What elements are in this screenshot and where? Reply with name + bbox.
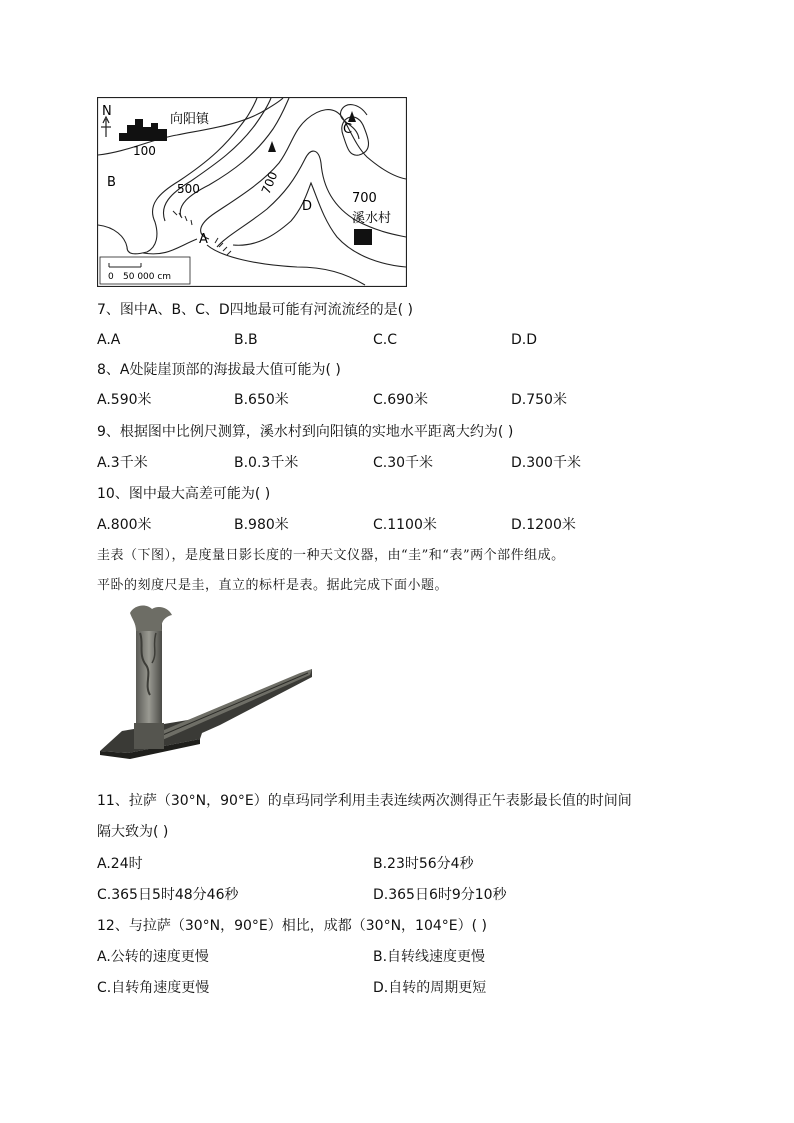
q9-option-a: A.3千米	[97, 455, 148, 471]
q7-option-d: D.D	[511, 332, 538, 348]
q8-option-c: C.690米	[373, 392, 428, 408]
q10-option-a: A.800米	[97, 517, 152, 533]
contour-label-500: 500	[177, 182, 200, 196]
q10-option-d: D.1200米	[511, 517, 576, 533]
q12-option-a: A.公转的速度更慢	[97, 949, 209, 965]
town-label: 向阳镇	[170, 112, 210, 127]
question-7: 7、图中A、B、C、D四地最可能有河流流经的是( )	[97, 302, 414, 318]
question-10: 10、图中最大高差可能为( )	[97, 486, 271, 502]
contour-label-100: 100	[133, 144, 156, 158]
north-label: N	[102, 104, 112, 119]
q7-option-b: B.B	[234, 332, 258, 348]
q7-option-a: A.A	[97, 332, 121, 348]
intro-line-2: 平卧的刻度尺是圭，直立的标杆是表。据此完成下面小题。	[97, 578, 449, 593]
question-9: 9、根据图中比例尺测算，溪水村到向阳镇的实地水平距离大约为( )	[97, 424, 514, 440]
q11-option-d: D.365日6时9分10秒	[373, 887, 507, 903]
q10-option-c: C.1100米	[373, 517, 437, 533]
point-c-label: C	[343, 122, 353, 137]
village-icon	[354, 229, 372, 245]
q12-option-b: B.自转线速度更慢	[373, 949, 486, 965]
q9-option-b: B.0.3千米	[234, 455, 299, 471]
q12-option-d: D.自转的周期更短	[373, 980, 487, 996]
village-label: 溪水村	[352, 211, 392, 226]
question-12: 12、与拉萨（30°N，90°E）相比，成都（30°N，104°E）( )	[97, 918, 487, 934]
contour-label-700: 700	[258, 169, 281, 197]
question-11-line-2: 隔大致为( )	[97, 824, 169, 840]
question-8: 8、A处陡崖顶部的海拔最大值可能为( )	[97, 362, 341, 378]
q8-option-b: B.650米	[234, 392, 289, 408]
scale-zero: 0	[108, 272, 114, 282]
contour-map	[97, 97, 407, 287]
point-b-label: B	[107, 175, 116, 190]
q9-option-c: C.30千米	[373, 455, 434, 471]
point-d-label: D	[302, 199, 313, 214]
q11-option-c: C.365日5时48分46秒	[97, 887, 239, 903]
question-11-line-1: 11、拉萨（30°N，90°E）的卓玛同学利用圭表连续两次测得正午表影最长值的时间间	[97, 793, 632, 809]
gnomon-photo	[100, 603, 312, 763]
q12-option-c: C.自转角速度更慢	[97, 980, 210, 996]
q10-option-b: B.980米	[234, 517, 289, 533]
q7-option-c: C.C	[373, 332, 398, 348]
pole-ornament	[130, 606, 172, 631]
q11-option-b: B.23时56分4秒	[373, 856, 474, 872]
q8-option-d: D.750米	[511, 392, 567, 408]
q8-option-a: A.590米	[97, 392, 152, 408]
intro-line-1: 圭表（下图），是度量日影长度的一种天文仪器，由“圭”和“表”两个部件组成。	[97, 548, 565, 563]
contour-label-700-right: 700	[352, 191, 377, 206]
scale-value: 50 000 cm	[123, 272, 172, 282]
point-a-label: A	[199, 232, 208, 247]
q9-option-d: D.300千米	[511, 455, 581, 471]
q11-option-a: A.24时	[97, 856, 143, 872]
